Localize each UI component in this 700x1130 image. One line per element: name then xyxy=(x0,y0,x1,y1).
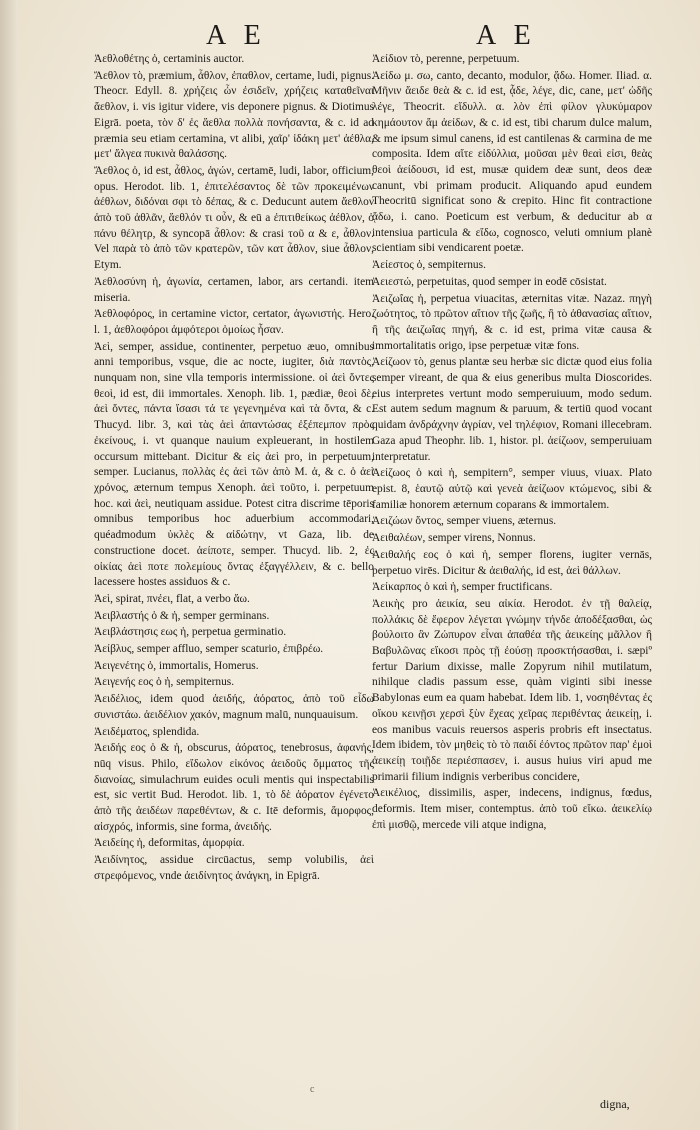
dictionary-entry: Ἀειδίνητος, assidue circūactus, semp volubilis, ἀεὶ στρεφόμενος, vnde ἀειδίνητος ἀνάγκη, in Epigrā. xyxy=(94,854,374,882)
dictionary-entry: Ἀεὶ, semper, assidue, continenter, perpetuo æuo, omnibus anni temporibus, vsque, die ac nocte, iugiter, διὰ παντὸς, nunquam non, sine vlla temporis intermissione. οἱ ἀεὶ ὄντες θεοὶ, id est, dii immortales. Xenoph. lib. 1, pædiæ, θεοὶ δὲ, ἀεὶ ὄντες, πάντα ἴσασι τά τε γεγενημένα καὶ τὰ ὄντα, & c. Thucyd. libr. 3, καὶ τὰς ἀεὶ ἀπαντώσας ἐξέπεμπον πρὸς ἐκείνους, i. vt quanque nauium expleuerant, in hostilem occursum mittebant. Dicitur & εἰς ἀεὶ pro, in perpetuum, semper. Lucianus, πολλὰς ἐς ἀεὶ τῶν ἀπὸ Μ. ἀ, & c. ὁ ἀεὶ χρόνος, æternum tempus Xenoph. ἀεὶ τοῦτο, i. perpetuum hoc. καὶ ἀεὶ, neutiquam assidue. Potest citra discrime tēporis omnibus temporibus hoc aduerbium accommodari, quéadmodum ὑκλὲς & αἰδώτην, vt Gaza, lib. de constructione docet. ἀείποτε, semper. Thucyd. lib. 2, ἐς οἰκίας ἀεὶ ποτε πολεμίους ὄντας ἐξαγγέλλειν, & c. bello lacessere hostes assiduos & c. xyxy=(94,340,374,589)
running-head-left: A E xyxy=(206,20,267,51)
dictionary-entry: Ἀειζώων ὄντος, semper viuens, æternus. xyxy=(372,515,557,528)
page-gutter-shadow xyxy=(0,0,18,1130)
dictionary-entry: Ἀειθαλέων, semper virens, Nonnus. xyxy=(372,532,536,545)
dictionary-entry: Ἀειγενής εος ὁ ἡ, sempiternus. xyxy=(94,676,235,689)
signature-mark: c xyxy=(310,1084,315,1095)
dictionary-entry: Ἀειεστώ, perpetuitas, quod semper in eodē cōsistat. xyxy=(372,275,607,288)
dictionary-entry: Ἀεικέλιος, dissimilis, asper, indecens, indignus, fœdus, deformis. Item miser, contemptus. ἀπὸ τοῦ εἴκω. ἀεικελίῳ ἐπὶ μισθῷ, mercede vili atque indigna, xyxy=(372,787,652,831)
dictionary-entry: Ἀειδής εος ὁ & ἡ, obscurus, ἀόρατος, tenebrosus, ἀφανής, nūq visus. Philo, εἴδωλον εἰκόνος ἀειδοῦς ὄμματος τῆς διανοίας, simulachrum euides oculi mentis qui inspectabilis est, sic vertit Bud. Herodot. lib. 1, τὸ δὲ ἀόρατον ἐγένετο ἀπὸ τῆς ἀειδέων παρεθέντων, & c. Itē deformis, ἄμορφος, αἰσχρός, informis, sine forma, ἀνειδής. xyxy=(94,742,374,833)
dictionary-entry: Ἄεθλον τὸ, præmium, ἆθλον, ἐπαθλον, certame, ludi, pignus. Theocr. Edyll. 8. χρήζεις ὦν ἐσιδεῖν, χρήζεις καταθεῖναι ἄεθλον, i. vis igitur videre, vis deponere pignus. & Diotimus Eigrā. poeta, τὸν δ' ἐς ἄεθλα πολλὰ πονήσαντα, & c. id ad præmia seu etiam certamina, vt alibi, χαῖρ' ἰδάκη μετ' ἀέθλα, μετ' ἄλγεα πυκινὰ θαλάσσης. xyxy=(94,69,374,161)
dictionary-entry: Ἀειδείης ἡ, deformitas, ἀμορφία. xyxy=(94,837,245,850)
left-column xyxy=(94,52,374,1092)
dictionary-entry: Ἀειθαλής εος ὁ καὶ ἡ, semper florens, iugiter vernās, perpetuo virēs. Dicitur & ἀειθαλής, id est, ἀεὶ θάλλων. xyxy=(372,548,652,577)
dictionary-entry: Ἄεθλος ὁ, id est, ἆθλος, ἀγών, certamē, ludi, labor, officium, opus. Herodot. lib. 1, ἐπιτελέσαντος δὲ τῶν προκειμένων ἀέθλων, διδόναι σφι τὸ δέπας, & c. Deducunt autem ἄεθλον ἀπὸ τοῦ ἀθλᾶν, ἄεθλόν τι οὖν, & eū a ἐπιτιθείκως ἀέθλον, ὁ πάνυ θέλητρ, & syncopā ἆθλον: & crasi τοῦ α & ε, ἆθλον. Vel παρὰ τὸ ἀπὸ τῶν κρατερῶν, τῶν κατ ἆθλον, siue ἆθλον, Etym. xyxy=(94,164,374,272)
dictionary-entry: Ἀεὶ, spirat, πνέει, flat, a verbo ἄω. xyxy=(94,592,250,605)
catchword: digna, xyxy=(600,1097,630,1111)
dictionary-entry: Ἀείεστος ὁ, sempiternus. xyxy=(372,259,486,272)
dictionary-entry: Ἀεθλοθέτης ὁ, certaminis auctor. xyxy=(94,53,245,65)
running-head-right: A E xyxy=(476,20,537,51)
dictionary-entry: Ἀειγενέτης ὁ, immortalis, Homerus. xyxy=(94,659,259,672)
dictionary-entry: Ἀείζωον τὸ, genus plantæ seu herbæ sic dictæ quod eius folia semper vireant, de qua & eius generibus multa Dioscorides. eius interpretes vertunt modo semperuiuum, modo sedum. Est autem sedum magnum & paruum, & tertiū quod vocant quidam ἀνδράχνην ἀγρίαν, vel τηλέφιον, Romani illecebram. Gaza apud Theophr. lib. 1, histor. pl. ἀείζωον, semperuiuam interpretatur. xyxy=(372,356,652,463)
dictionary-entry: Ἀείζωος ὁ καὶ ἡ, sempitern°, semper viuus, viuax. Plato epist. 8, ἑαυτῷ αὐτῷ καὶ γενεὰ ἀείζωον κτώμενος, sibi & familiæ honorem æternum coparans & immortalem. xyxy=(372,467,652,511)
dictionary-entry: Ἀειβλαστής ὁ & ἡ, semper germinans. xyxy=(94,609,270,622)
dictionary-entry: Ἀεθλοφόρος, in certamine victor, certator, ἀγωνιστής. Hero. l. 1, ἀεθλοφόροι ἀμφότεροι ὁμοίως ἦσαν. xyxy=(94,308,374,336)
dictionary-entry: Ἀειδέλιος, idem quod ἀειδής, ἀόρατος, ἀπὸ τοῦ εἶδω συνιστάω. ἀειδέλιον χακόν, magnum malū, nunquauisum. xyxy=(94,693,374,721)
dictionary-entry: Ἀείδιον τὸ, perenne, perpetuum. xyxy=(372,53,520,65)
dictionary-entry: Ἀείβλυς, semper affluo, semper scaturio, ἐπιβρέω. xyxy=(94,643,324,656)
dictionary-entry: Ἀειδέματος, splendida. xyxy=(94,725,200,738)
dictionary-entry: Ἀείδω μ. σω, canto, decanto, modulor, ᾄδω. Homer. Iliad. α. Μῆνιν ἄειδε θεὰ & c. id est, ᾆδε, λέγε, dic, cane, μετ' ὠδῆς λέγε, Theocrit. εἴδυλλ. α. λὸν ἐπὶ φίλον γλυκύμαρον κημάουτον ἄμ ἀείδων, & c. id est, tibi charum dulce malum, & me ipsum simul canens, id est cantilenas & carmina de me composita. Idem αἴτε εἰδύλλια, μοῦσαι μὲν θεαὶ εἰσι, θεὰς θεοὶ ἀείδουσι, id est, musæ quidem deæ sunt, deos deæ canunt, vbi primam producit. Aliquando apud eundem Theocritū significat sono & crepito. Hinc fit contractione ᾄδω, i. cano. Poeticum est verbum, & deducitur ab α intensiua particula & εἴδω, cognosco, veluti omnium planè scientiam sibi vendicarent poetæ. xyxy=(372,69,652,255)
dictionary-entry: Ἀειζωΐας ἡ, perpetua viuacitas, æternitas vitæ. Nazaz. πηγὴ ζωότητος, τὸ πρῶτον αἴτιον τῆς ζωῆς, ἢ τὸ ἀθανασίας αἴτιον, ἢ τῆς ἀειζωΐας πηγή, & c. id est, prima vitæ causa & immortalitatis origo, ipse perpetuæ vitæ fons. xyxy=(372,292,652,352)
dictionary-entry: Ἀειβλάστησις εως ἡ, perpetua germinatio. xyxy=(94,626,287,639)
dictionary-entry: Ἀείκαρπος ὁ καὶ ἡ, semper fructificans. xyxy=(372,581,553,594)
right-column xyxy=(372,52,652,1092)
dictionary-entry: Ἀεθλοσύνη ἡ, ἀγωνία, certamen, labor, ars certandi. item miseria. xyxy=(94,275,374,304)
dictionary-entry: Ἀεικὴς pro ἀεικία, seu αἰκία. Herodot. ἐν τῇ θαλείᾳ, πολλάκις δὲ ἔφερον λέγεται γνώμην τήνδε ἀποδέξασθαι, ὡς βούλοιτο ἂν Ζώπυρον εἶναι ἀπαθέα τῆς ἀεικείης μᾶλλον ἢ Βαβυλῶνας εἴκοσι πρὸς τῇ ἐούσῃ προσκτήσασθαι, i. sæpiº fertur Darium dixisse, malle Zopyrum nihil mutilatum, nihilque cladis passum esse, quàm viginti sibi inesse Babylonas eum ea quam habebat. Idem lib. 1, νοσηθέντας ἐς οἴκου κεινῇσι χερσὶ ξὺν ἔχεας χεῖρας περιθέντας ἀεικείῃ, i. eos manibus vacuis reuersos asperis probris eft insectatus. Idem ibidem, τὸν μηθεὶς τὸ τὸ παιδί ἐόντος πρῶτον παρ' ἐμοὶ ἀεικείῃ τοιῇδε περιέσπασεν, i. ausus huius viri apud me primarii filium indignis verberibus concidere, xyxy=(372,597,652,783)
